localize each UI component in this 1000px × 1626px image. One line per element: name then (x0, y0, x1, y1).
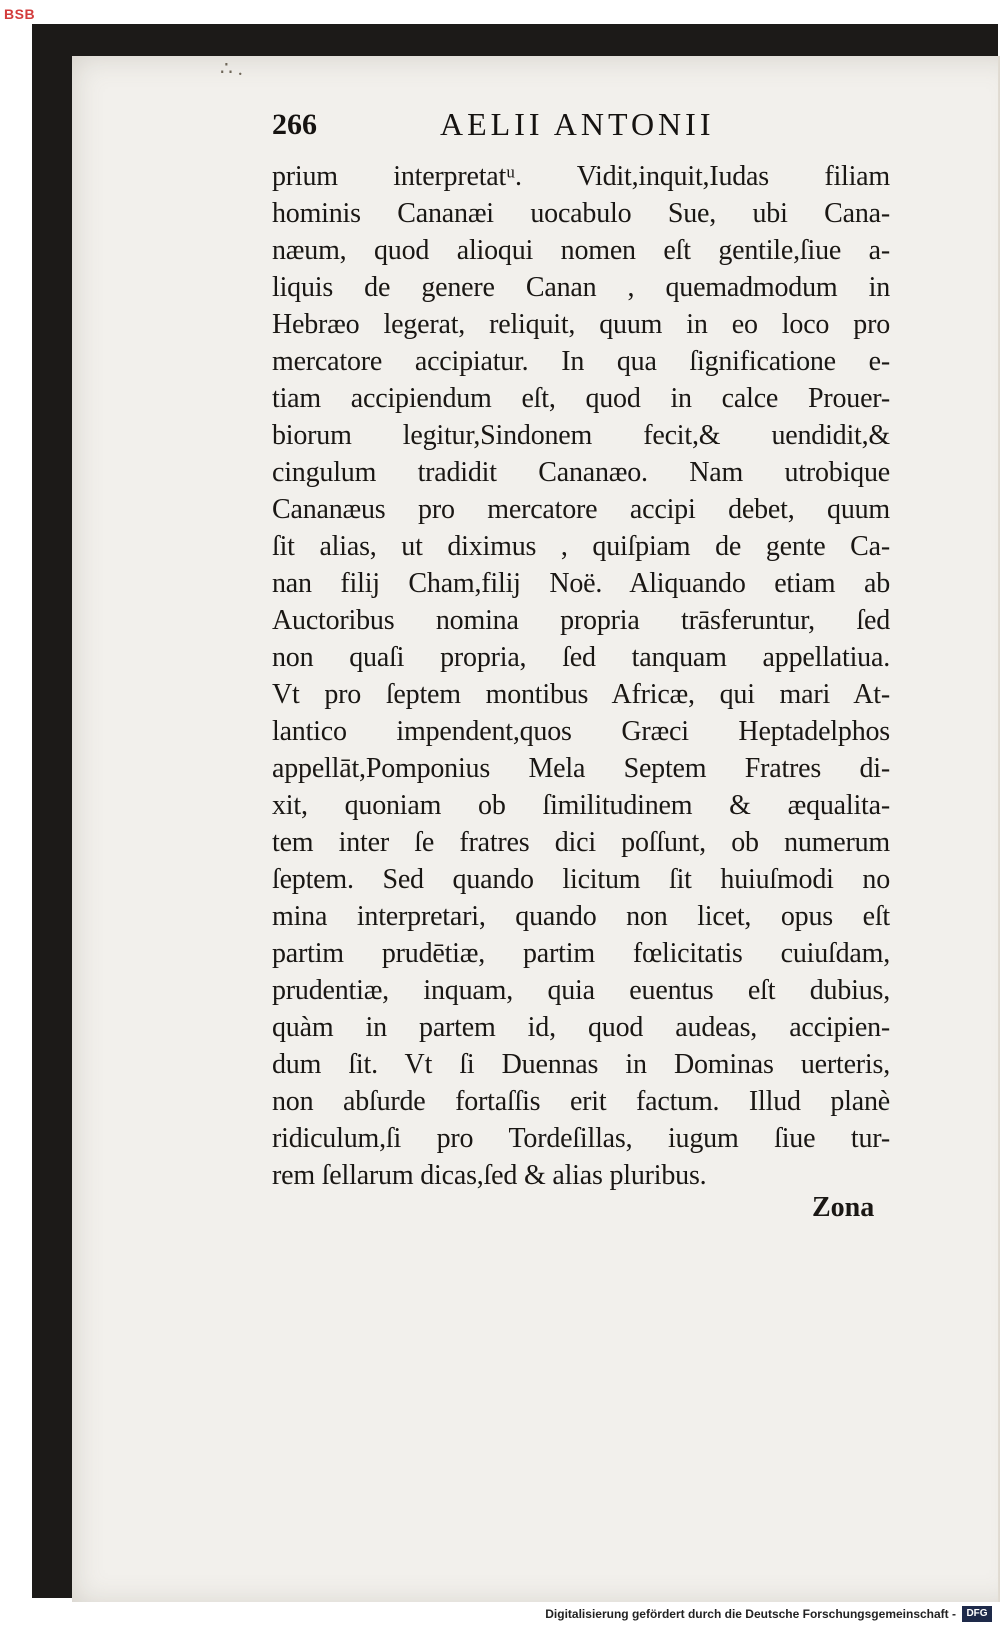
text-line: ſeptem. Sed quando licitum ſit huiuſmodi no (272, 864, 890, 895)
text-line: tem inter ſe fratres dici poſſunt, ob numerum (272, 827, 890, 858)
text-line: prudentiæ, inquam, quia euentus eſt dubius, (272, 975, 890, 1006)
text-line: liquis de genere Canan , quemadmodum in (272, 272, 890, 303)
page-number: 266 (272, 108, 317, 141)
text-line: Vt pro ſeptem montibus Africæ, qui mari At- (272, 679, 890, 710)
text-line: tiam accipiendum eſt, quod in calce Prouer- (272, 383, 890, 414)
text-line: rem ſellarum dicas,ſed & alias pluribus. (272, 1160, 707, 1191)
text-line: Cananæus pro mercatore accipi debet, quum (272, 494, 890, 525)
page-header (272, 104, 890, 150)
text-line: cingulum tradidit Cananæo. Nam utrobique (272, 457, 890, 488)
footer-bar (0, 1602, 1000, 1626)
text-line: biorum legitur,Sindonem fecit,& uendidit,& (272, 420, 890, 451)
text-line: ſit alias, ut diximus , quiſpiam de gente Ca- (272, 531, 890, 562)
body-text (272, 158, 890, 1194)
text-line: dum ſit. Vt ſi Duennas in Dominas uerteris, (272, 1049, 890, 1080)
text-line: hominis Cananæi uocabulo Sue, ubi Cana- (272, 198, 890, 229)
catchword: Zona (812, 1192, 875, 1223)
text-line: partim prudētiæ, partim fœlicitatis cuiuſdam, (272, 938, 890, 969)
library-watermark: BSB (4, 6, 36, 22)
text-line: næum, quod alioqui nomen eſt gentile,ſiue a- (272, 235, 890, 266)
text-line: prium interpretatᵘ. Vidit,inquit,Iudas filiam (272, 161, 890, 192)
text-line: lantico impendent,quos Græci Heptadelphos (272, 716, 890, 747)
funding-notice: Digitalisierung gefördert durch die Deutsche Forschungsgemeinschaft - (545, 1607, 956, 1621)
text-line: nan filij Cham,filij Noë. Aliquando etiam ab (272, 568, 890, 599)
text-line: non abſurde fortaſſis erit factum. Illud planè (272, 1086, 890, 1117)
running-head: AELII ANTONII (440, 106, 715, 142)
text-line: xit, quoniam ob ſimilitudinem & æqualita- (272, 790, 890, 821)
dfg-logo-badge: DFG (962, 1606, 992, 1622)
text-line: Auctoribus nomina propria trāsferuntur, ſed (272, 605, 890, 636)
corner-mark: ∴ . (220, 58, 243, 80)
text-line: ridiculum,ſi pro Tordeſillas, iugum ſiue tur- (272, 1123, 890, 1154)
text-line: mercatore accipiatur. In qua ſignificatione e- (272, 346, 890, 377)
text-line: Hebræo legerat, reliquit, quum in eo loco pro (272, 309, 890, 340)
text-line: quàm in partem id, quod audeas, accipien- (272, 1012, 890, 1043)
text-line: mina interpretari, quando non licet, opus eſt (272, 901, 890, 932)
text-line: appellāt,Pomponius Mela Septem Fratres di- (272, 753, 890, 784)
text-line: non quaſi propria, ſed tanquam appellatiua. (272, 642, 890, 673)
